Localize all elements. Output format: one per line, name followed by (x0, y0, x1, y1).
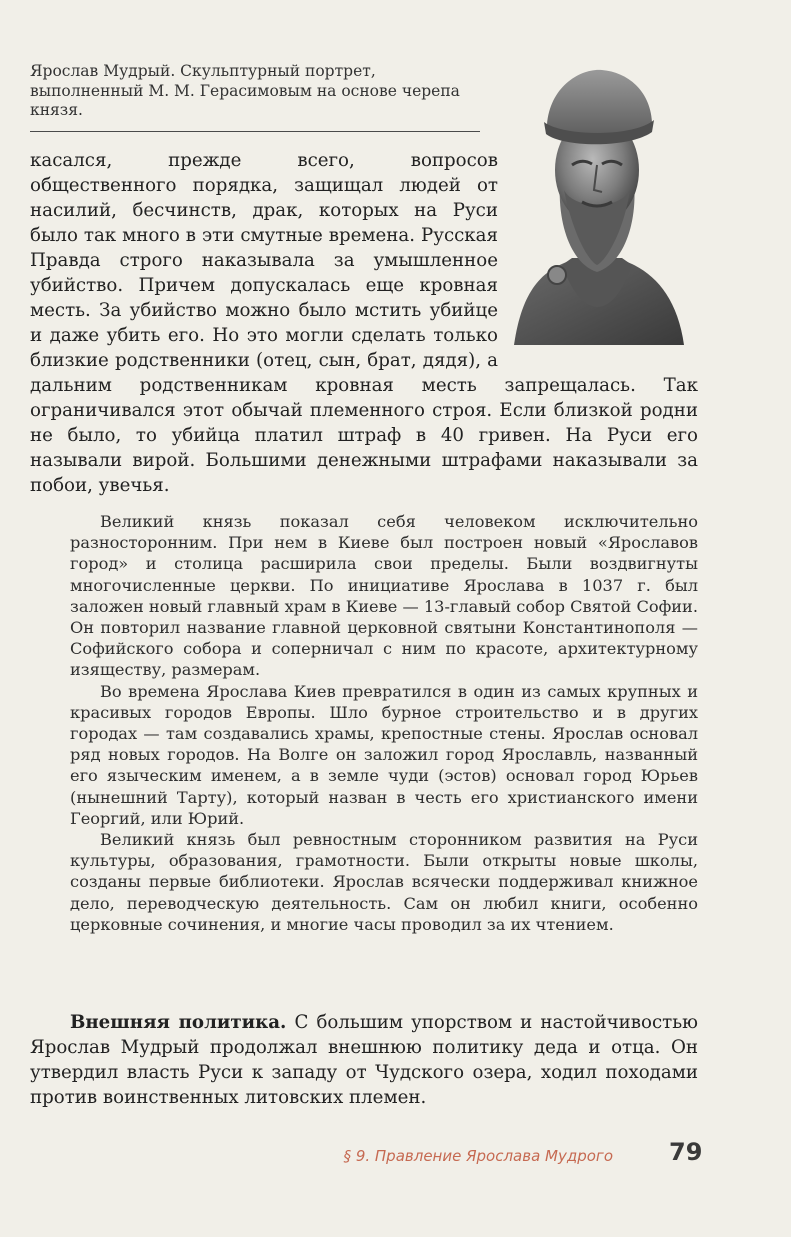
portrait-wrap-space (498, 148, 698, 370)
aside-paragraph-1: Великий князь показал себя человеком исключительно разносторонним. При нем в Киеве был построен новый «Ярославов город» и столица расширила свои пределы. Были воздвигнуты многочисленные церкви. По инициативе Ярослава в 1037 г. был заложен новый главный храм в Киеве — 13-главый собор Святой Софии. Он повторил название главной церковной святыни Константинополя — Софийского собора и соперничал с ним по красоте, архитектурному изяществу, размерам. (70, 512, 698, 680)
section-heading: Внешняя политика. (70, 1012, 287, 1033)
caption-divider (30, 131, 480, 132)
supplementary-text-block (70, 511, 698, 935)
image-caption: Ярослав Мудрый. Скульптурный портрет, выполненный М. М. Герасимовым на основе черепа князя. (30, 62, 460, 119)
main-text-block (30, 148, 698, 498)
aside-paragraph-3: Великий князь был ревностным сторонником развития на Руси культуры, образования, грамотности. Были открыты новые школы, созданы первые библиотеки. Ярослав всячески поддерживал книжное дело, переводческую деятельность. Сам он любил книги, особенно церковные сочинения, и многие часы проводил за их чтением. (70, 830, 698, 934)
page-number: 79 (669, 1138, 703, 1166)
main-paragraph: касался, прежде всего, вопросов общественного порядка, защищал людей от насилий, бесчинств, драк, которых на Руси было так много в эти смутные времена. Русская Правда строго наказывала за умышленное убийство. Причем допускалась еще кровная месть. За убийство можно было мстить убийце и даже убить его. Но это могли сделать только близкие родственники (отец, сын, брат, дядя), а дальним родственникам кровная месть запрещалась. Так ограничивался этот обычай племенного строя. Если близкой родни не было, то убийца платил штраф в 40 гривен. На Руси его называли вирой. Большими денежными штрафами наказывали за побои, увечья. (30, 150, 698, 496)
foreign-policy-section (30, 1010, 698, 1110)
foreign-policy-text: С большим упорством и настойчивостью Ярослав Мудрый продолжал внешнюю политику деда и отца. Он утвердил власть Руси к западу от Чудского озера, ходил походами против воинственных литовских племен. (30, 1012, 698, 1108)
running-title: § 9. Правление Ярослава Мудрого (343, 1147, 613, 1165)
aside-paragraph-2: Во времена Ярослава Киев превратился в один из самых крупных и красивых городов Европы. Шло бурное строительство и в других городах — там создавались храмы, крепостные стены. Ярослав основал ряд новых городов. На Волге он заложил город Ярославль, названный его языческим именем, а в земле чуди (эстов) основал город Юрьев (нынешний Тарту), который назван в честь его христианского имени Георгий, или Юрий. (70, 681, 698, 828)
